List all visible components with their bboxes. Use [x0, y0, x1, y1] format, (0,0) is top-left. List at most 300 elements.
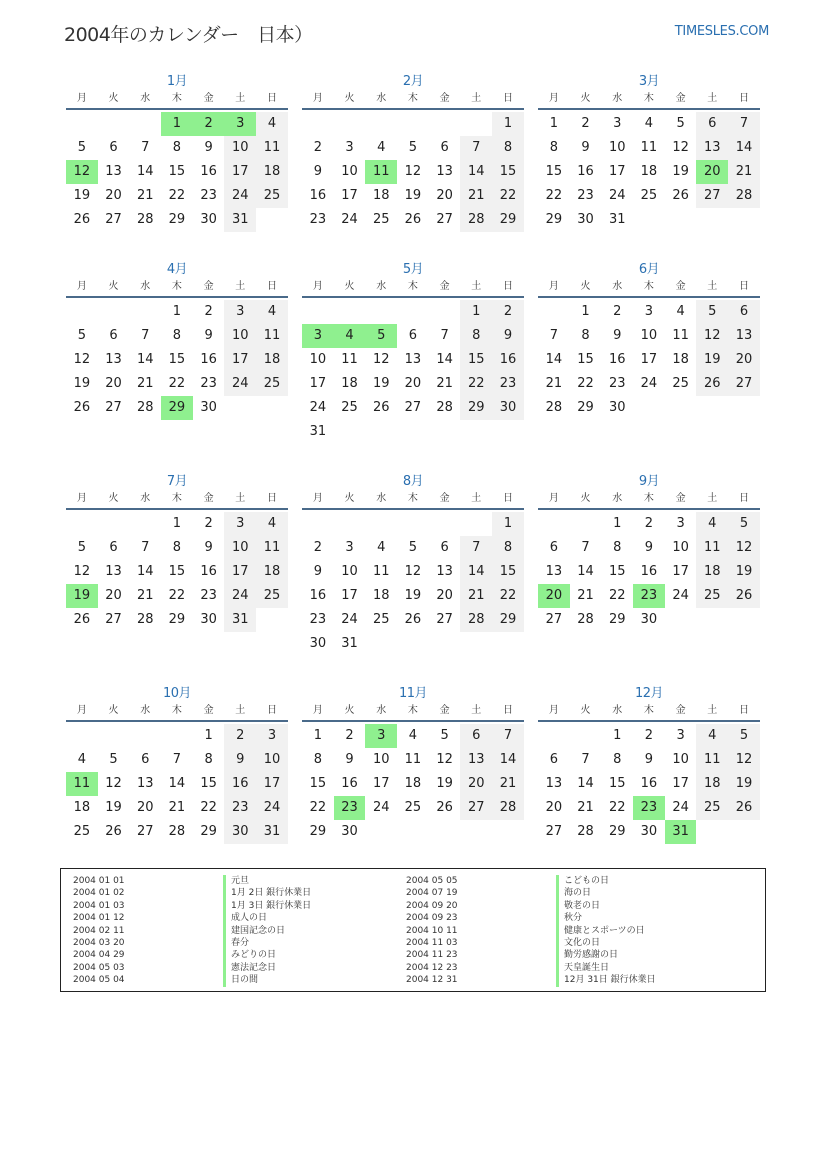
day-cell: 23: [200, 376, 217, 391]
day-cell: 2: [313, 140, 322, 155]
day-cell: 14: [728, 136, 760, 160]
day-cell: 30: [640, 612, 658, 627]
day-cell: 17: [672, 564, 689, 579]
day-cell: 29: [309, 824, 327, 839]
day-cell: 19: [404, 588, 422, 603]
day-cell: 8: [313, 752, 322, 767]
day-cell: 19: [372, 376, 390, 391]
empty-cell: [161, 724, 193, 748]
day-cell: 17: [608, 164, 626, 179]
day-cell: 16: [492, 348, 524, 372]
weekday-label: 火: [344, 281, 355, 292]
day-cell: 19: [105, 800, 122, 815]
weekday-label: 日: [738, 705, 749, 716]
day-cell: 21: [545, 376, 563, 391]
day-cell: 25: [696, 584, 728, 608]
holiday-date: 2004 09 20: [406, 900, 458, 911]
day-cell: 11: [341, 352, 358, 367]
day-cell: 9: [313, 564, 322, 579]
holiday-name: 1月 3日 銀行休業日: [223, 900, 311, 912]
day-cell: 2: [345, 728, 354, 743]
weekday-label: 土: [707, 281, 718, 292]
day-cell: 3: [345, 540, 354, 555]
day-cell: 25: [672, 376, 689, 391]
day-cell: 6: [696, 112, 728, 136]
weekday-label: 水: [612, 705, 623, 716]
weekday-label: 日: [502, 705, 513, 716]
weekday-label: 木: [643, 705, 654, 716]
day-cell: 10: [224, 536, 256, 560]
day-cell: 15: [545, 164, 563, 179]
day-cell: 21: [136, 376, 154, 391]
month-name: 6月: [638, 262, 660, 277]
day-cell: 7: [549, 328, 558, 343]
day-cell: 26: [73, 400, 91, 415]
day-cell: 24: [341, 612, 358, 627]
day-cell: 24: [224, 584, 256, 608]
holiday-name: 元旦: [223, 875, 249, 887]
weekday-label: 水: [376, 93, 387, 104]
weekday-label: 火: [580, 705, 591, 716]
day-cell: 10: [608, 140, 626, 155]
day-cell: 20: [545, 800, 563, 815]
day-cell: 12: [73, 564, 91, 579]
day-cell: 7: [141, 540, 150, 555]
weekday-header: [66, 280, 288, 298]
weekday-label: 水: [612, 93, 623, 104]
day-cell: 11: [696, 536, 728, 560]
weekday-header: [302, 92, 524, 110]
weekday-label: 月: [76, 705, 87, 716]
month-6: [538, 260, 760, 420]
day-cell: 4: [256, 300, 288, 324]
empty-cell: [570, 512, 602, 536]
weekday-label: 月: [312, 493, 323, 504]
day-cell: 1: [460, 300, 492, 324]
day-cell: 22: [168, 376, 186, 391]
holiday-date: 2004 05 05: [406, 876, 458, 886]
day-cell: 23: [309, 212, 327, 227]
day-cell: 20: [460, 772, 492, 796]
day-cell: 2: [313, 540, 322, 555]
day-cell: 21: [728, 160, 760, 184]
holiday-date: 2004 05 04: [73, 975, 125, 986]
empty-cell: [538, 300, 570, 324]
day-cell: 10: [372, 752, 390, 767]
day-cell: 5: [77, 540, 86, 555]
weekday-label: 金: [675, 493, 686, 504]
day-cell: 19: [66, 584, 98, 608]
day-cell: 9: [313, 164, 322, 179]
day-cell: 22: [545, 188, 563, 203]
day-cell: 25: [404, 800, 422, 815]
day-cell: 29: [608, 612, 626, 627]
day-cell: 17: [224, 560, 256, 584]
weekday-label: 水: [376, 493, 387, 504]
day-cell: 11: [672, 328, 689, 343]
day-grid: [538, 112, 760, 232]
empty-cell: [66, 112, 98, 136]
day-cell: 10: [224, 324, 256, 348]
day-cell: 8: [613, 752, 622, 767]
day-cell: 8: [172, 140, 182, 155]
day-cell: 25: [372, 212, 390, 227]
day-cell: 31: [341, 636, 358, 651]
day-cell: 19: [672, 164, 689, 179]
day-cell: 19: [404, 188, 422, 203]
holiday-row: [73, 875, 403, 887]
holiday-date: 2004 11 03: [406, 938, 458, 948]
day-cell: 30: [200, 212, 217, 227]
day-cell: 15: [492, 160, 524, 184]
day-cell: 7: [141, 140, 150, 155]
holiday-row: [73, 925, 403, 937]
holiday-name: 成人の日: [223, 912, 267, 924]
day-cell: 24: [341, 212, 358, 227]
holiday-date: 2004 03 20: [73, 938, 125, 948]
day-cell: 20: [105, 588, 122, 603]
weekday-label: 水: [140, 281, 151, 292]
empty-cell: [66, 300, 98, 324]
day-cell: 19: [728, 560, 760, 584]
day-cell: 4: [377, 540, 386, 555]
holiday-date: 2004 09 23: [406, 913, 458, 924]
day-cell: 28: [728, 184, 760, 208]
holiday-name: 日の間: [223, 974, 258, 986]
weekday-label: 木: [407, 493, 418, 504]
day-cell: 30: [608, 400, 626, 415]
day-cell: 23: [633, 584, 665, 608]
day-cell: 3: [302, 324, 334, 348]
weekday-header: [302, 492, 524, 510]
day-cell: 16: [341, 776, 358, 791]
day-cell: 4: [644, 116, 654, 131]
day-cell: 21: [460, 184, 492, 208]
day-cell: 24: [672, 800, 689, 815]
holiday-date: 2004 07 19: [406, 888, 458, 899]
day-cell: 5: [728, 512, 760, 536]
day-cell: 20: [436, 588, 453, 603]
empty-cell: [302, 112, 334, 136]
day-cell: 2: [644, 728, 654, 743]
holiday-date: 2004 11 23: [406, 950, 458, 961]
day-cell: 28: [136, 612, 154, 627]
day-grid: [66, 724, 288, 844]
holiday-row: [73, 974, 403, 986]
day-grid: [302, 112, 524, 232]
day-cell: 13: [105, 164, 122, 179]
empty-cell: [129, 112, 161, 136]
day-cell: 11: [365, 160, 397, 184]
empty-cell: [98, 300, 130, 324]
weekday-label: 金: [203, 93, 214, 104]
day-cell: 30: [200, 612, 217, 627]
day-cell: 29: [608, 824, 626, 839]
day-cell: 31: [224, 208, 256, 232]
month-name: 12月: [634, 686, 664, 701]
day-grid: [538, 724, 760, 844]
day-cell: 6: [408, 328, 418, 343]
day-cell: 6: [440, 140, 449, 155]
day-cell: 11: [66, 772, 98, 796]
empty-cell: [429, 300, 461, 324]
day-cell: 29: [545, 212, 563, 227]
day-cell: 17: [224, 348, 256, 372]
empty-cell: [334, 512, 366, 536]
day-cell: 4: [256, 512, 288, 536]
empty-cell: [302, 300, 334, 324]
day-cell: 17: [372, 776, 390, 791]
day-cell: 26: [73, 212, 91, 227]
day-cell: 18: [696, 772, 728, 796]
day-cell: 31: [665, 820, 697, 844]
day-cell: 14: [136, 164, 154, 179]
empty-cell: [365, 512, 397, 536]
weekday-label: 月: [548, 93, 559, 104]
day-cell: 7: [581, 752, 590, 767]
day-cell: 28: [436, 400, 453, 415]
day-cell: 11: [256, 136, 288, 160]
day-cell: 15: [577, 352, 594, 367]
holiday-name: 勤労感謝の日: [556, 949, 618, 961]
day-cell: 3: [224, 300, 256, 324]
day-cell: 26: [73, 612, 91, 627]
weekday-label: 火: [580, 281, 591, 292]
day-cell: 15: [168, 564, 186, 579]
month-10: [66, 684, 288, 844]
day-cell: 5: [408, 140, 418, 155]
day-cell: 28: [460, 608, 492, 632]
day-cell: 25: [341, 400, 358, 415]
empty-cell: [397, 512, 429, 536]
holiday-name: みどりの日: [223, 949, 276, 961]
day-cell: 25: [372, 612, 390, 627]
day-cell: 10: [224, 136, 256, 160]
day-cell: 23: [334, 796, 366, 820]
holiday-date: 2004 01 02: [73, 888, 125, 899]
weekday-label: 水: [140, 493, 151, 504]
day-cell: 6: [460, 724, 492, 748]
day-cell: 3: [644, 304, 654, 319]
day-cell: 26: [696, 372, 728, 396]
day-cell: 22: [492, 184, 524, 208]
day-cell: 29: [168, 612, 186, 627]
day-cell: 9: [644, 540, 654, 555]
day-cell: 22: [608, 800, 626, 815]
day-cell: 25: [640, 188, 658, 203]
day-cell: 3: [365, 724, 397, 748]
month-7: [66, 472, 288, 632]
day-cell: 1: [172, 304, 182, 319]
day-cell: 7: [492, 724, 524, 748]
day-cell: 8: [581, 328, 590, 343]
day-cell: 15: [608, 776, 626, 791]
day-cell: 4: [377, 140, 386, 155]
day-cell: 27: [105, 400, 122, 415]
weekday-label: 木: [171, 93, 182, 104]
day-cell: 1: [161, 112, 193, 136]
day-cell: 11: [256, 536, 288, 560]
day-cell: 14: [577, 776, 594, 791]
month-5: [302, 260, 524, 444]
holiday-row: [406, 875, 736, 887]
day-cell: 12: [672, 140, 689, 155]
day-cell: 12: [728, 536, 760, 560]
day-cell: 13: [545, 776, 563, 791]
holiday-row: [406, 949, 736, 961]
day-cell: 31: [256, 820, 288, 844]
day-cell: 27: [460, 796, 492, 820]
day-cell: 18: [404, 776, 422, 791]
day-cell: 9: [613, 328, 622, 343]
day-cell: 13: [136, 776, 154, 791]
empty-cell: [334, 300, 366, 324]
weekday-label: 水: [140, 705, 151, 716]
weekday-label: 木: [171, 281, 182, 292]
day-cell: 21: [436, 376, 453, 391]
empty-cell: [429, 112, 461, 136]
day-cell: 25: [73, 824, 91, 839]
weekday-label: 木: [171, 493, 182, 504]
weekday-label: 日: [266, 93, 277, 104]
day-cell: 7: [440, 328, 449, 343]
weekday-label: 土: [707, 705, 718, 716]
weekday-header: [538, 704, 760, 722]
day-cell: 27: [545, 612, 563, 627]
day-cell: 30: [200, 400, 217, 415]
day-cell: 2: [581, 116, 590, 131]
empty-cell: [538, 724, 570, 748]
holiday-name: 建国記念の日: [223, 925, 285, 937]
day-cell: 4: [334, 324, 366, 348]
day-cell: 25: [256, 584, 288, 608]
holiday-name: こどもの日: [556, 875, 609, 887]
weekday-label: 火: [108, 93, 119, 104]
holiday-date: 2004 05 03: [73, 962, 125, 973]
day-cell: 14: [136, 352, 154, 367]
day-cell: 30: [492, 396, 524, 420]
day-cell: 13: [728, 324, 760, 348]
day-cell: 5: [77, 140, 86, 155]
day-cell: 24: [640, 376, 658, 391]
day-cell: 1: [549, 116, 558, 131]
day-cell: 26: [404, 212, 422, 227]
day-cell: 13: [545, 564, 563, 579]
weekday-label: 火: [108, 281, 119, 292]
day-cell: 3: [256, 724, 288, 748]
weekday-label: 土: [235, 281, 246, 292]
empty-cell: [538, 512, 570, 536]
day-cell: 20: [436, 188, 453, 203]
day-cell: 16: [309, 588, 327, 603]
weekday-label: 木: [171, 705, 182, 716]
empty-cell: [302, 512, 334, 536]
holiday-name: 敬老の日: [556, 900, 600, 912]
weekday-label: 火: [580, 493, 591, 504]
day-cell: 4: [256, 112, 288, 136]
weekday-label: 水: [612, 493, 623, 504]
day-cell: 12: [696, 324, 728, 348]
holiday-date: 2004 01 12: [73, 913, 125, 924]
weekday-label: 金: [675, 93, 686, 104]
day-cell: 8: [492, 536, 524, 560]
day-cell: 19: [696, 348, 728, 372]
day-grid: [66, 300, 288, 420]
day-cell: 14: [545, 352, 563, 367]
day-cell: 18: [256, 560, 288, 584]
day-cell: 2: [613, 304, 622, 319]
day-cell: 19: [728, 772, 760, 796]
day-cell: 25: [256, 184, 288, 208]
day-cell: 6: [109, 328, 118, 343]
day-cell: 2: [204, 304, 213, 319]
weekday-header: [302, 704, 524, 722]
month-name: 10月: [162, 686, 192, 701]
weekday-label: 土: [707, 93, 718, 104]
holiday-name: 憲法記念日: [223, 962, 276, 974]
weekday-label: 金: [675, 705, 686, 716]
day-cell: 5: [728, 724, 760, 748]
empty-cell: [66, 724, 98, 748]
empty-cell: [460, 112, 492, 136]
day-cell: 10: [309, 352, 327, 367]
weekday-header: [302, 280, 524, 298]
day-cell: 6: [549, 540, 558, 555]
site-link[interactable]: TIMESLES.COM: [674, 24, 769, 39]
weekday-label: 水: [376, 281, 387, 292]
day-cell: 27: [436, 212, 453, 227]
day-cell: 23: [608, 376, 626, 391]
day-cell: 18: [73, 800, 91, 815]
weekday-label: 水: [612, 281, 623, 292]
weekday-label: 日: [266, 705, 277, 716]
day-cell: 14: [577, 564, 594, 579]
day-cell: 3: [224, 512, 256, 536]
day-cell: 21: [460, 584, 492, 608]
holiday-list: [60, 868, 766, 992]
weekday-label: 日: [502, 281, 513, 292]
day-cell: 12: [728, 748, 760, 772]
weekday-label: 土: [471, 281, 482, 292]
day-cell: 22: [492, 584, 524, 608]
month-9: [538, 472, 760, 632]
weekday-label: 火: [108, 493, 119, 504]
weekday-label: 日: [502, 93, 513, 104]
day-cell: 28: [136, 212, 154, 227]
month-4: [66, 260, 288, 420]
day-cell: 19: [73, 188, 91, 203]
day-cell: 10: [640, 328, 658, 343]
day-cell: 14: [460, 160, 492, 184]
day-cell: 17: [309, 376, 327, 391]
weekday-label: 日: [738, 281, 749, 292]
weekday-header: [538, 280, 760, 298]
day-cell: 28: [492, 796, 524, 820]
day-cell: 22: [200, 800, 217, 815]
day-cell: 9: [345, 752, 354, 767]
page-title: 2004年のカレンダー 日本）: [64, 24, 313, 46]
weekday-label: 月: [312, 281, 323, 292]
holiday-row: [73, 887, 403, 899]
day-cell: 16: [224, 772, 256, 796]
day-cell: 17: [341, 588, 358, 603]
day-cell: 7: [581, 540, 590, 555]
day-cell: 25: [696, 796, 728, 820]
day-cell: 8: [460, 324, 492, 348]
holiday-date: 2004 12 23: [406, 962, 458, 973]
empty-cell: [429, 512, 461, 536]
holiday-row: [406, 900, 736, 912]
